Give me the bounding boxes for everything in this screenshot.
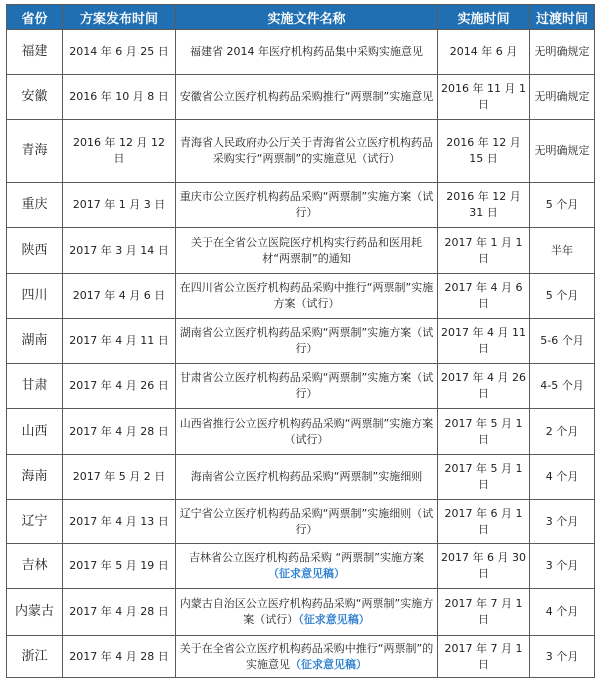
document-title: 内蒙古自治区公立医疗机构药品采购“两票制”实施方案（试行）: [179, 597, 434, 626]
table-row: [7, 75, 595, 120]
cell-implement-date: 2017 年 5 月 1 日: [438, 455, 530, 500]
cell-implement-date: 2016 年 12 月 15 日: [438, 120, 530, 183]
table-row: [7, 409, 595, 455]
cell-implement-date: 2017 年 1 月 1 日: [438, 228, 530, 274]
cell-publish-date: 2017 年 4 月 28 日: [63, 589, 176, 636]
cell-implement-date: 2017 年 7 月 1 日: [438, 636, 530, 678]
cell-document-name: [176, 544, 438, 589]
cell-document-name: [176, 319, 438, 364]
cell-document-name: [176, 455, 438, 500]
cell-implement-date: 2017 年 4 月 26 日: [438, 364, 530, 409]
cell-document-name: [176, 75, 438, 120]
cell-transition-time: 3 个月: [530, 544, 595, 589]
cell-transition-time: 4 个月: [530, 455, 595, 500]
cell-publish-date: 2017 年 5 月 19 日: [63, 544, 176, 589]
cell-province: 内蒙古: [7, 589, 63, 636]
draft-note: （征求意见稿）: [290, 657, 367, 671]
cell-implement-date: 2017 年 6 月 1 日: [438, 500, 530, 544]
header-province: 省份: [7, 5, 63, 30]
cell-transition-time: 4-5 个月: [530, 364, 595, 409]
cell-transition-time: 3 个月: [530, 636, 595, 678]
cell-transition-time: 5 个月: [530, 183, 595, 228]
document-title: 辽宁省公立医疗机构药品采购“两票制”实施细则（试行）: [179, 506, 434, 536]
document-title: 青海省人民政府办公厅关于青海省公立医疗机构药品采购实行“两票制”的实施意见（试行）: [180, 136, 433, 165]
cell-publish-date: 2017 年 4 月 28 日: [63, 409, 176, 455]
cell-province: 湖南: [7, 319, 63, 364]
document-title: 福建省 2014 年医疗机构药品集中采购实施意见: [190, 45, 423, 58]
header-transition-time: 过渡时间: [530, 5, 595, 30]
cell-transition-time: 2 个月: [530, 409, 595, 455]
draft-note: （征求意见稿）: [268, 567, 345, 580]
cell-province: 辽宁: [7, 500, 63, 544]
cell-implement-date: 2017 年 5 月 1 日: [438, 409, 530, 455]
cell-publish-date: 2017 年 1 月 3 日: [63, 183, 176, 228]
document-title: 关于在全省公立医疗机构药品采购中推行“两票制”的实施意见: [179, 641, 434, 671]
cell-publish-date: 2017 年 5 月 2 日: [63, 455, 176, 500]
cell-province: 福建: [7, 30, 63, 75]
cell-publish-date: 2017 年 4 月 28 日: [63, 636, 176, 678]
table-row: [7, 500, 595, 544]
table-row: [7, 364, 595, 409]
table-row: [7, 120, 595, 183]
cell-document-name: [176, 274, 438, 319]
cell-province: 山西: [7, 409, 63, 455]
cell-implement-date: 2016 年 11 月 1 日: [438, 75, 530, 120]
cell-province: 重庆: [7, 183, 63, 228]
table-row: [7, 544, 595, 589]
table-row: [7, 30, 595, 75]
table-row: [7, 274, 595, 319]
header-implement-date: 实施时间: [438, 5, 530, 30]
cell-implement-date: 2017 年 7 月 1 日: [438, 589, 530, 636]
cell-province: 浙江: [7, 636, 63, 678]
table-row: [7, 636, 595, 678]
table-row: [7, 589, 595, 636]
cell-publish-date: 2016 年 10 月 8 日: [63, 75, 176, 120]
cell-transition-time: 无明确规定: [530, 30, 595, 75]
document-title: 安徽省公立医疗机构药品采购推行“两票制”实施意见: [179, 90, 434, 103]
cell-implement-date: 2014 年 6 月: [438, 30, 530, 75]
cell-publish-date: 2017 年 3 月 14 日: [63, 228, 176, 274]
cell-publish-date: 2016 年 12 月 12 日: [63, 120, 176, 183]
document-title: 湖南省公立医疗机构药品采购“两票制”实施方案（试行）: [179, 326, 434, 355]
cell-publish-date: 2014 年 6 月 25 日: [63, 30, 176, 75]
cell-transition-time: 半年: [530, 228, 595, 274]
cell-publish-date: 2017 年 4 月 6 日: [63, 274, 176, 319]
table-row: [7, 183, 595, 228]
cell-document-name: [176, 30, 438, 75]
table-row: [7, 319, 595, 364]
cell-province: 安徽: [7, 75, 63, 120]
cell-transition-time: 3 个月: [530, 500, 595, 544]
cell-document-name: [176, 364, 438, 409]
cell-document-name: [176, 183, 438, 228]
cell-implement-date: 2017 年 4 月 6 日: [438, 274, 530, 319]
document-title: 吉林省公立医疗机构药品采购 “两票制”实施方案: [189, 551, 424, 564]
draft-note: （征求意见稿）: [298, 613, 370, 626]
cell-transition-time: 无明确规定: [530, 75, 595, 120]
table-header-row: [7, 5, 595, 30]
header-publish-date: 方案发布时间: [63, 5, 176, 30]
document-title: 在四川省公立医疗机构药品采购中推行“两票制”实施方案（试行）: [179, 281, 434, 310]
cell-document-name: [176, 120, 438, 183]
cell-publish-date: 2017 年 4 月 11 日: [63, 319, 176, 364]
cell-publish-date: 2017 年 4 月 26 日: [63, 364, 176, 409]
cell-implement-date: 2017 年 6 月 30 日: [438, 544, 530, 589]
cell-province: 青海: [7, 120, 63, 183]
cell-document-name: [176, 500, 438, 544]
cell-transition-time: 无明确规定: [530, 120, 595, 183]
document-title: 关于在全省公立医院医疗机构实行药品和医用耗材“两票制”的通知: [191, 235, 422, 265]
cell-publish-date: 2017 年 4 月 13 日: [63, 500, 176, 544]
cell-implement-date: 2017 年 4 月 11 日: [438, 319, 530, 364]
header-document-name: 实施文件名称: [176, 5, 438, 30]
cell-province: 四川: [7, 274, 63, 319]
cell-province: 吉林: [7, 544, 63, 589]
cell-document-name: [176, 409, 438, 455]
cell-province: 甘肃: [7, 364, 63, 409]
cell-province: 海南: [7, 455, 63, 500]
document-title: 山西省推行公立医疗机构药品采购“两票制”实施方案（试行）: [179, 416, 434, 446]
table-row: [7, 228, 595, 274]
cell-transition-time: 5-6 个月: [530, 319, 595, 364]
cell-document-name: [176, 636, 438, 678]
cell-transition-time: 4 个月: [530, 589, 595, 636]
two-invoice-policy-table: [6, 4, 595, 678]
cell-transition-time: 5 个月: [530, 274, 595, 319]
document-title: 重庆市公立医疗机构药品采购“两票制”实施方案（试行）: [179, 190, 434, 219]
document-title: 海南省公立医疗机构药品采购“两票制”实施细则: [190, 470, 423, 483]
cell-document-name: [176, 228, 438, 274]
cell-document-name: [176, 589, 438, 636]
table-row: [7, 455, 595, 500]
cell-province: 陕西: [7, 228, 63, 274]
cell-implement-date: 2016 年 12 月 31 日: [438, 183, 530, 228]
document-title: 甘肃省公立医疗机构药品采购“两票制”实施方案（试行）: [179, 371, 434, 400]
